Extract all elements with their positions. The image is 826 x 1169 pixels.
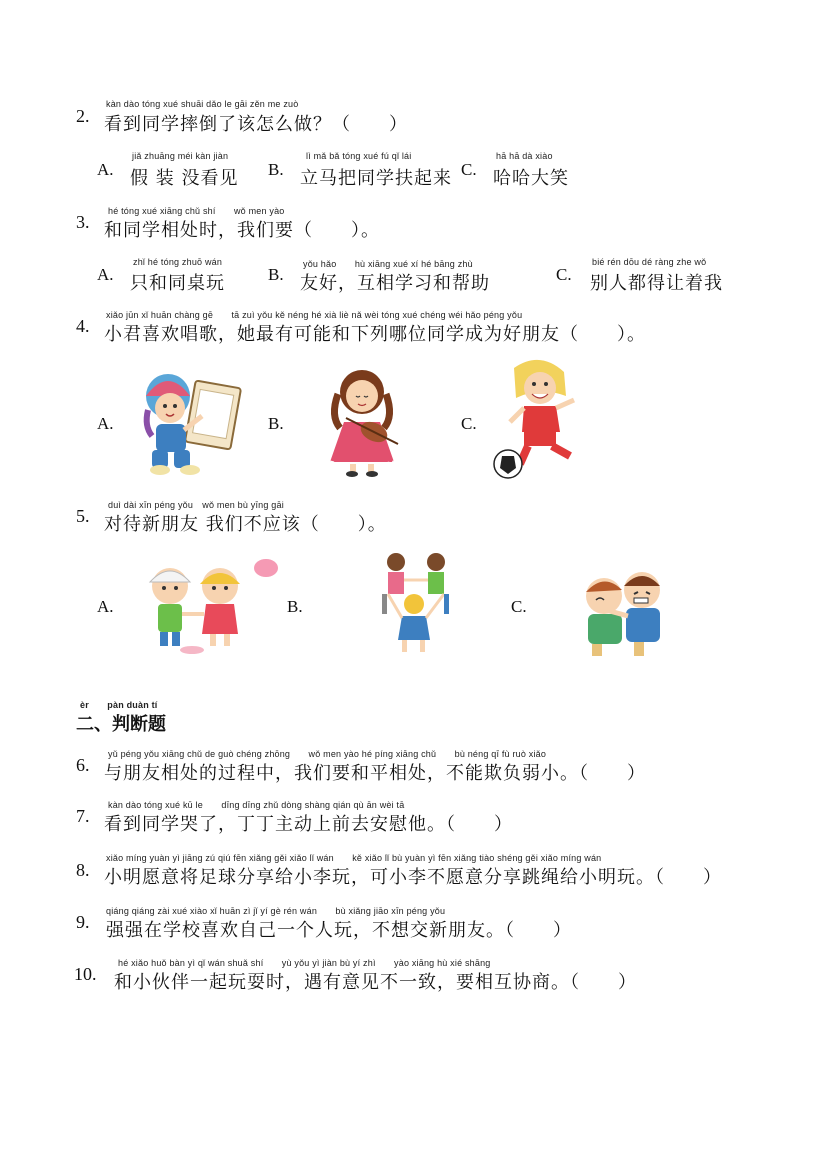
q2-text: 看到同学摔倒了该怎么做？（ ） <box>104 114 408 135</box>
q7-number: 7. <box>76 806 90 826</box>
q4-text: 小君喜欢唱歌，她最有可能和下列哪位同学成为好朋友（ ）。 <box>104 324 646 345</box>
girl-football-picture[interactable] <box>490 356 584 480</box>
q7-pinyin: kàn dào tóng xué kū le dīng dīng zhǔ dòng shàng qián qù ān wèi tā <box>108 800 405 810</box>
kids-holding-hands-picture[interactable] <box>134 556 280 656</box>
q6-text: 与朋友相处的过程中，我们要和平相处，不能欺负弱小。（ ） <box>104 763 646 784</box>
girl-violin-picture[interactable] <box>316 366 408 478</box>
q5-text: 对待新朋友 我们不应该（ ）。 <box>104 514 387 535</box>
q10-text: 和小伙伴一起玩耍时，遇有意见不一致，要相互协商。（ ） <box>114 972 637 993</box>
kids-playing-circle-picture[interactable] <box>368 548 462 656</box>
q2-option-b-letter[interactable]: B. <box>268 160 284 179</box>
q5-option-a-letter[interactable]: A. <box>97 597 114 616</box>
q8-text: 小明愿意将足球分享给小李玩，可小李不愿意分享跳绳给小明玩。（ ） <box>104 867 722 888</box>
q2-option-a-text[interactable]: 假 装 没看见 <box>130 168 239 189</box>
q3-text: 和同学相处时，我们要（ ）。 <box>104 220 380 241</box>
q9-pinyin: qiáng qiáng zài xué xiào xǐ huān zì jǐ yí gè rén wán bù xiǎng jiāo xīn péng yǒu <box>106 906 446 916</box>
q3-option-a-pinyin: zhǐ hé tóng zhuō wán <box>133 257 223 267</box>
section2-pinyin: èr pàn duàn tí <box>80 700 158 710</box>
q3-option-b-text[interactable]: 友好，互相学习和帮助 <box>300 273 490 294</box>
q3-option-c-pinyin: bié rén dōu dé ràng zhe wǒ <box>592 257 707 267</box>
q5-option-b-letter[interactable]: B. <box>287 597 303 616</box>
q2-option-a-pinyin: jiǎ zhuāng méi kàn jiàn <box>132 151 229 161</box>
q5-number: 5. <box>76 506 90 526</box>
q3-option-a-text[interactable]: 只和同桌玩 <box>130 273 225 294</box>
q2-option-a-letter[interactable]: A. <box>97 160 114 179</box>
q9-text: 强强在学校喜欢自己一个人玩，不想交新朋友。（ ） <box>106 920 572 941</box>
q2-option-b-pinyin: lì mǎ bǎ tóng xué fú qǐ lái <box>306 151 412 161</box>
q3-option-b-pinyin: yǒu hǎo hù xiāng xué xí hé bāng zhù <box>303 259 473 269</box>
q4-option-b-letter[interactable]: B. <box>268 414 284 433</box>
q4-pinyin: xiǎo jūn xǐ huān chàng gē tā zuì yǒu kě néng hé xià liè nǎ wèi tóng xué chéng wéi hǎo péng yǒu <box>106 310 523 320</box>
q2-pinyin: kàn dào tóng xué shuāi dǎo le gāi zěn me zuò <box>106 99 299 109</box>
q5-option-c-letter[interactable]: C. <box>511 597 527 616</box>
q3-number: 3. <box>76 212 90 232</box>
q8-pinyin: xiǎo míng yuàn yì jiāng zú qiú fēn xiǎng gěi xiǎo lǐ wán kě xiǎo lǐ bù yuàn yì fēn xiǎng tiào shéng gěi xiǎo míng wán <box>106 853 602 863</box>
section2-title: 二、判断题 <box>76 714 166 735</box>
q2-option-c-text[interactable]: 哈哈大笑 <box>493 168 569 189</box>
q10-pinyin: hé xiǎo huǒ bàn yì qǐ wán shuǎ shí yù yǒu yì jiàn bù yí zhì yào xiāng hù xié shāng <box>118 958 491 968</box>
q6-pinyin: yǔ péng yǒu xiāng chǔ de guò chéng zhōng wǒ men yào hé píng xiāng chǔ bù néng qī fù ruò xiǎo <box>108 749 547 759</box>
q3-option-c-letter[interactable]: C. <box>556 265 572 284</box>
boys-fighting-picture[interactable] <box>578 566 668 658</box>
q3-option-c-text[interactable]: 别人都得让着我 <box>590 273 723 294</box>
q3-option-b-letter[interactable]: B. <box>268 265 284 284</box>
q3-pinyin: hé tóng xué xiāng chǔ shí wǒ men yào <box>108 206 285 216</box>
q2-number: 2. <box>76 106 90 126</box>
q4-option-c-letter[interactable]: C. <box>461 414 477 433</box>
q5-pinyin: duì dài xīn péng yǒu wǒ men bù yīng gāi <box>108 500 284 510</box>
q2-option-c-pinyin: hā hā dà xiào <box>496 151 553 161</box>
q9-number: 9. <box>76 912 90 932</box>
q4-option-a-letter[interactable]: A. <box>97 414 114 433</box>
q2-option-b-text[interactable]: 立马把同学扶起来 <box>300 168 452 189</box>
girl-drawing-picture[interactable] <box>126 366 244 478</box>
q7-text: 看到同学哭了，丁丁主动上前去安慰他。（ ） <box>104 814 513 835</box>
q3-option-a-letter[interactable]: A. <box>97 265 114 284</box>
q10-number: 10. <box>74 964 97 984</box>
q2-option-c-letter[interactable]: C. <box>461 160 477 179</box>
q8-number: 8. <box>76 860 90 880</box>
q4-number: 4. <box>76 316 90 336</box>
q6-number: 6. <box>76 755 90 775</box>
